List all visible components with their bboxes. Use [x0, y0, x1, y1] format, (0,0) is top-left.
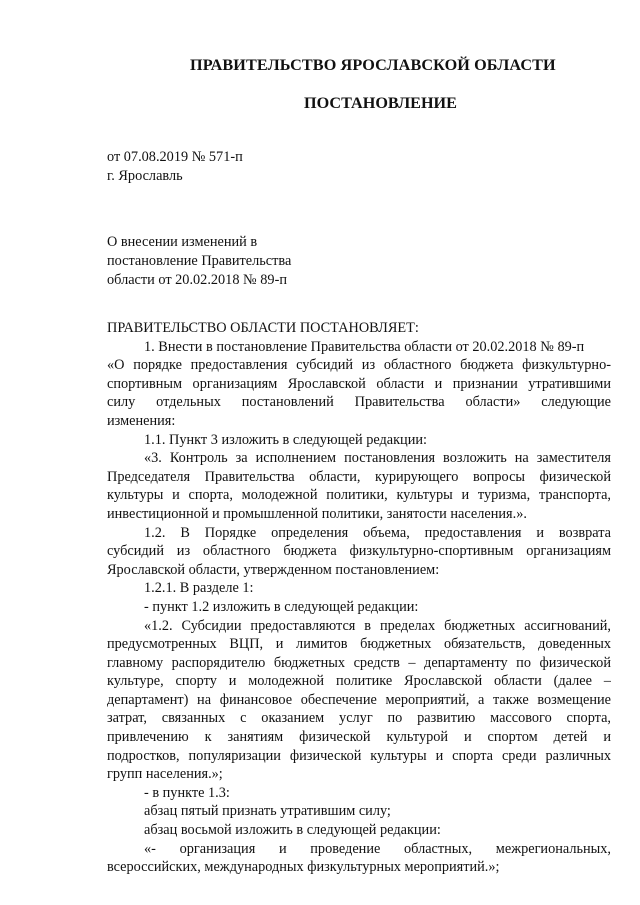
- body-line: главному распорядителю бюджетных средств – департаменту по физической: [107, 654, 611, 671]
- document-body: [107, 319, 611, 877]
- body-line: силу отдельных постановлений Правительства области» следующие: [107, 394, 611, 411]
- body-line: спортивным организациям Ярославской области и признании утратившими: [107, 375, 611, 392]
- body-line: департамент) на финансовое обеспечение мероприятий, а также возмещение: [107, 691, 611, 708]
- body-line: - в пункте 1.3:: [144, 784, 230, 801]
- subject-line: О внесении изменений в: [107, 234, 258, 250]
- body-line: субсидий из областного бюджета физкультурно-спортивным организациям: [107, 543, 611, 560]
- body-line: «1.2. Субсидии предоставляются в пределах бюджетных ассигнований,: [144, 617, 611, 634]
- body-line: культуры и спорта, молодежной политики, культуры и туризма, транспорта,: [107, 487, 611, 504]
- body-line: инвестиционной и промышленной политики, занятости населения.».: [107, 505, 527, 522]
- body-line: ПРАВИТЕЛЬСТВО ОБЛАСТИ ПОСТАНОВЛЯЕТ:: [107, 320, 419, 336]
- document-meta: [107, 148, 243, 186]
- document-subject: [107, 233, 291, 290]
- body-line: «- организация и проведение областных, межрегиональных,: [144, 840, 611, 857]
- body-line: «О порядке предоставления субсидий из областного бюджета физкультурно-: [107, 357, 611, 374]
- body-line: - пункт 1.2 изложить в следующей редакции:: [144, 598, 419, 615]
- body-line: затрат, связанных с оказанием услуг по развитию массового спорта,: [107, 710, 611, 727]
- body-line: предусмотренных ВЦП, и лимитов бюджетных обязательств, доведенных: [107, 636, 611, 653]
- body-line: «3. Контроль за исполнением постановления возложить на заместителя: [144, 450, 611, 467]
- subject-line: постановление Правительства: [107, 253, 292, 269]
- body-line: Ярославской области, утвержденном постановлением:: [107, 561, 440, 578]
- body-line: привлечению к занятиям физической культурой и спортом детей и: [107, 729, 611, 746]
- body-line: культуре, спорту и молодежной политике Ярославской области (далее –: [107, 673, 611, 690]
- body-line: абзац восьмой изложить в следующей редакции:: [144, 822, 441, 839]
- document-type-title: ПОСТАНОВЛЕНИЕ: [304, 94, 457, 112]
- body-line: 1.2. В Порядке определения объема, предоставления и возврата: [144, 524, 611, 541]
- body-line: подростков, популяризации физической культуры и спорта среди различных: [107, 747, 611, 764]
- body-line: групп населения.»;: [107, 766, 223, 783]
- government-title: ПРАВИТЕЛЬСТВО ЯРОСЛАВСКОЙ ОБЛАСТИ: [190, 56, 556, 74]
- date-number: от 07.08.2019 № 571-п: [107, 149, 243, 165]
- body-line: Председателя Правительства области, курирующего вопросы физической: [107, 468, 611, 485]
- body-line: 1.2.1. В разделе 1:: [144, 580, 254, 597]
- body-line: 1.1. Пункт 3 изложить в следующей редакции:: [144, 431, 427, 448]
- subject-line: области от 20.02.2018 № 89-п: [107, 272, 287, 288]
- city: г. Ярославль: [107, 168, 183, 184]
- body-line: абзац пятый признать утратившим силу;: [144, 803, 391, 820]
- body-line: всероссийских, международных физкультурных мероприятий.»;: [107, 859, 500, 876]
- body-line: изменения:: [107, 412, 176, 429]
- body-line: 1. Внести в постановление Правительства области от 20.02.2018 № 89-п: [144, 338, 585, 355]
